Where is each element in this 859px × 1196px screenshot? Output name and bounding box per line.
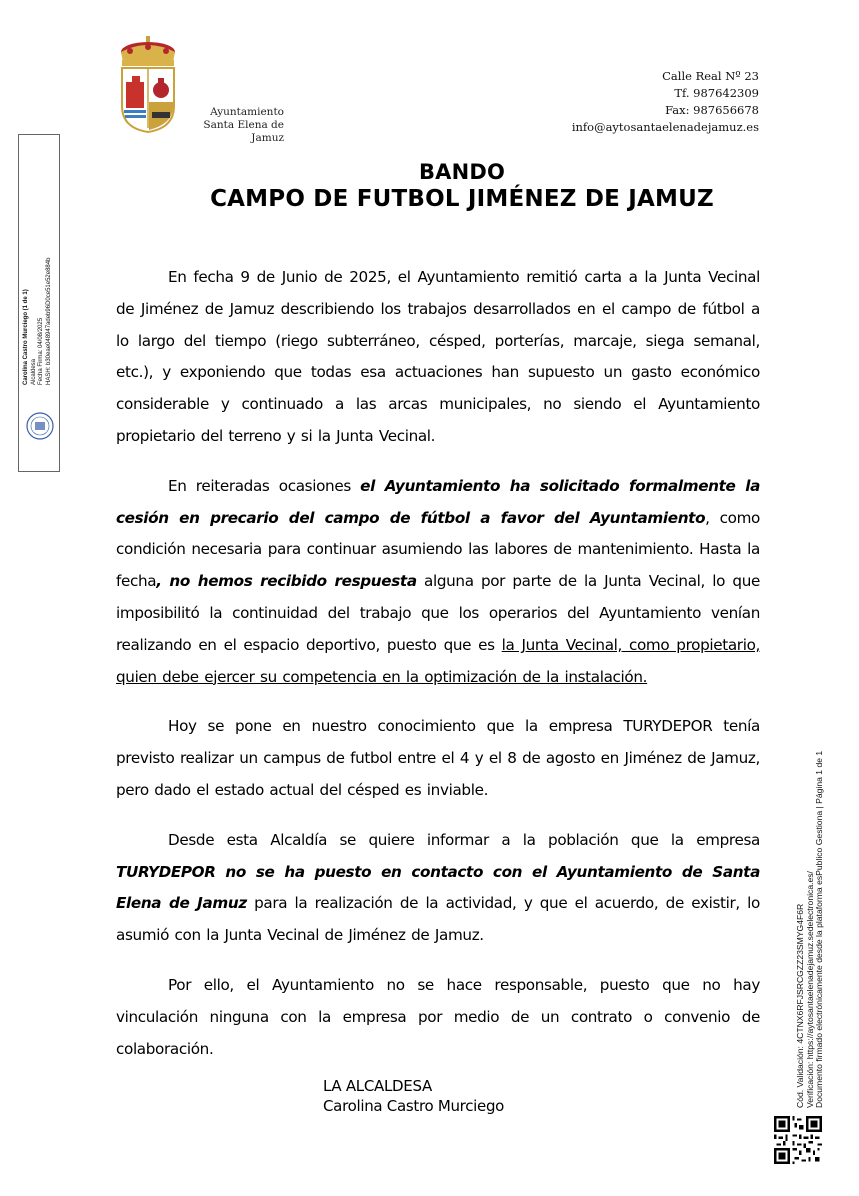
paragraph-5: Por ello, el Ayuntamiento no se hace responsable, puesto que no hay vinculación ninguna con la empresa por medio de un contrato o convenio de colaboración.	[116, 975, 760, 1058]
paragraph-4-text-c: para la realización de la actividad, y que el acuerdo, de existir, lo asumió con la Junta Vecinal de Jiménez de Jamuz.	[116, 894, 760, 945]
official-seal-icon	[25, 411, 55, 441]
paragraph-2-emphasis-2: , no hemos recibido respuesta	[156, 572, 417, 591]
signature-date: Fecha Firma: 04/08/2025	[38, 317, 44, 385]
coat-of-arms-icon	[116, 36, 180, 134]
electronic-signature-box	[18, 134, 60, 472]
contact-block	[572, 68, 759, 136]
document-body	[116, 262, 760, 1083]
paragraph-4	[116, 825, 760, 952]
validation-info	[796, 751, 825, 1108]
paragraph-2-underlined: la Junta Vecinal, como propietario, quien debe ejercer su competencia en la optimización de la instalación.	[116, 635, 760, 686]
paragraph-2	[116, 471, 760, 694]
paragraph-1: En fecha 9 de Junio de 2025, el Ayuntamiento remitió carta a la Junta Vecinal de Jiménez de Jamuz describiendo los trabajos desarrollados en el campo de fútbol a lo largo del tiempo (riego subterráneo, césped, porterías, marcaje, siega semanal, etc.), y exponiendo que todas esa actuaciones han supuesto un gasto económico considerable y continuado a las arcas municipales, no siendo el Ayuntamiento propietario del terreno y si la Junta Vecinal.	[116, 268, 760, 445]
signer-position: Alcaldesa	[30, 358, 37, 385]
municipal-logo	[112, 36, 292, 144]
paragraph-3: Hoy se pone en nuestro conocimiento que la empresa TURYDEPOR tenía previsto realizar un campus de futbol entre el 4 y el 8 de agosto en Jiménez de Jamuz, pero dado el estado actual del césped es inviable.	[116, 717, 760, 799]
logo-line-1: Ayuntamiento	[210, 106, 284, 118]
validation-code: Cód. Validación: 4CTNX6RFJSRCGZZ23SMYG4F6R	[795, 903, 805, 1108]
signature-hash: HASH: b30eae048947adeb96D0ce51e52e884b	[45, 257, 52, 385]
logo-line-2: Santa Elena de Jamuz	[203, 119, 284, 144]
signature-info	[23, 258, 53, 385]
validation-footer: Documento firmado electrónicamente desde la plataforma esPublico Gestiona | Página 1 de 1	[814, 750, 824, 1108]
document-subtitle: CAMPO DE FUTBOL JIMÉNEZ DE JAMUZ	[210, 186, 714, 212]
signer-name: Carolina Castro Murciego (1 de 1)	[23, 289, 29, 385]
signature-name: Carolina Castro Murciego	[323, 1097, 505, 1115]
paragraph-2-text-e: alguna por parte de la Junta Vecinal, lo que imposibilitó la continuidad del trabajo que los operarios del Ayuntamiento venían realizando en el espacio deportivo, puesto que es	[116, 572, 760, 654]
qr-code-icon	[774, 1116, 822, 1164]
contact-fax: Fax: 987656678	[665, 103, 759, 117]
signature-block	[323, 1076, 504, 1116]
paragraph-4-emphasis: TURYDEPOR no se ha puesto en contacto con el Ayuntamiento de Santa Elena de Jamuz	[116, 862, 760, 913]
paragraph-2-text-a: En reiteradas ocasiones	[168, 476, 361, 495]
contact-address: Calle Real Nº 23	[662, 69, 759, 83]
contact-email: info@aytosantaelenadejamuz.es	[571, 120, 759, 134]
contact-phone: Tf. 987642309	[674, 86, 759, 100]
logo-text	[174, 106, 284, 145]
document-title: BANDO	[418, 160, 506, 184]
paragraph-4-text-a: Desde esta Alcaldía se quiere informar a la población que la empresa	[168, 830, 760, 849]
paragraph-2-emphasis-1: el Ayuntamiento ha solicitado formalmente la cesión en precario del campo de fútbol a favor del Ayuntamiento	[116, 476, 761, 527]
validation-url[interactable]: Verificación: https://aytosantaelenadejamuz.sedelectronica.es/	[804, 871, 815, 1108]
signature-role: LA ALCALDESA	[323, 1077, 432, 1095]
paragraph-2-text-c: , como condición necesaria para continuar asumiendo las labores de mantenimiento. Hasta la fecha	[116, 508, 760, 591]
